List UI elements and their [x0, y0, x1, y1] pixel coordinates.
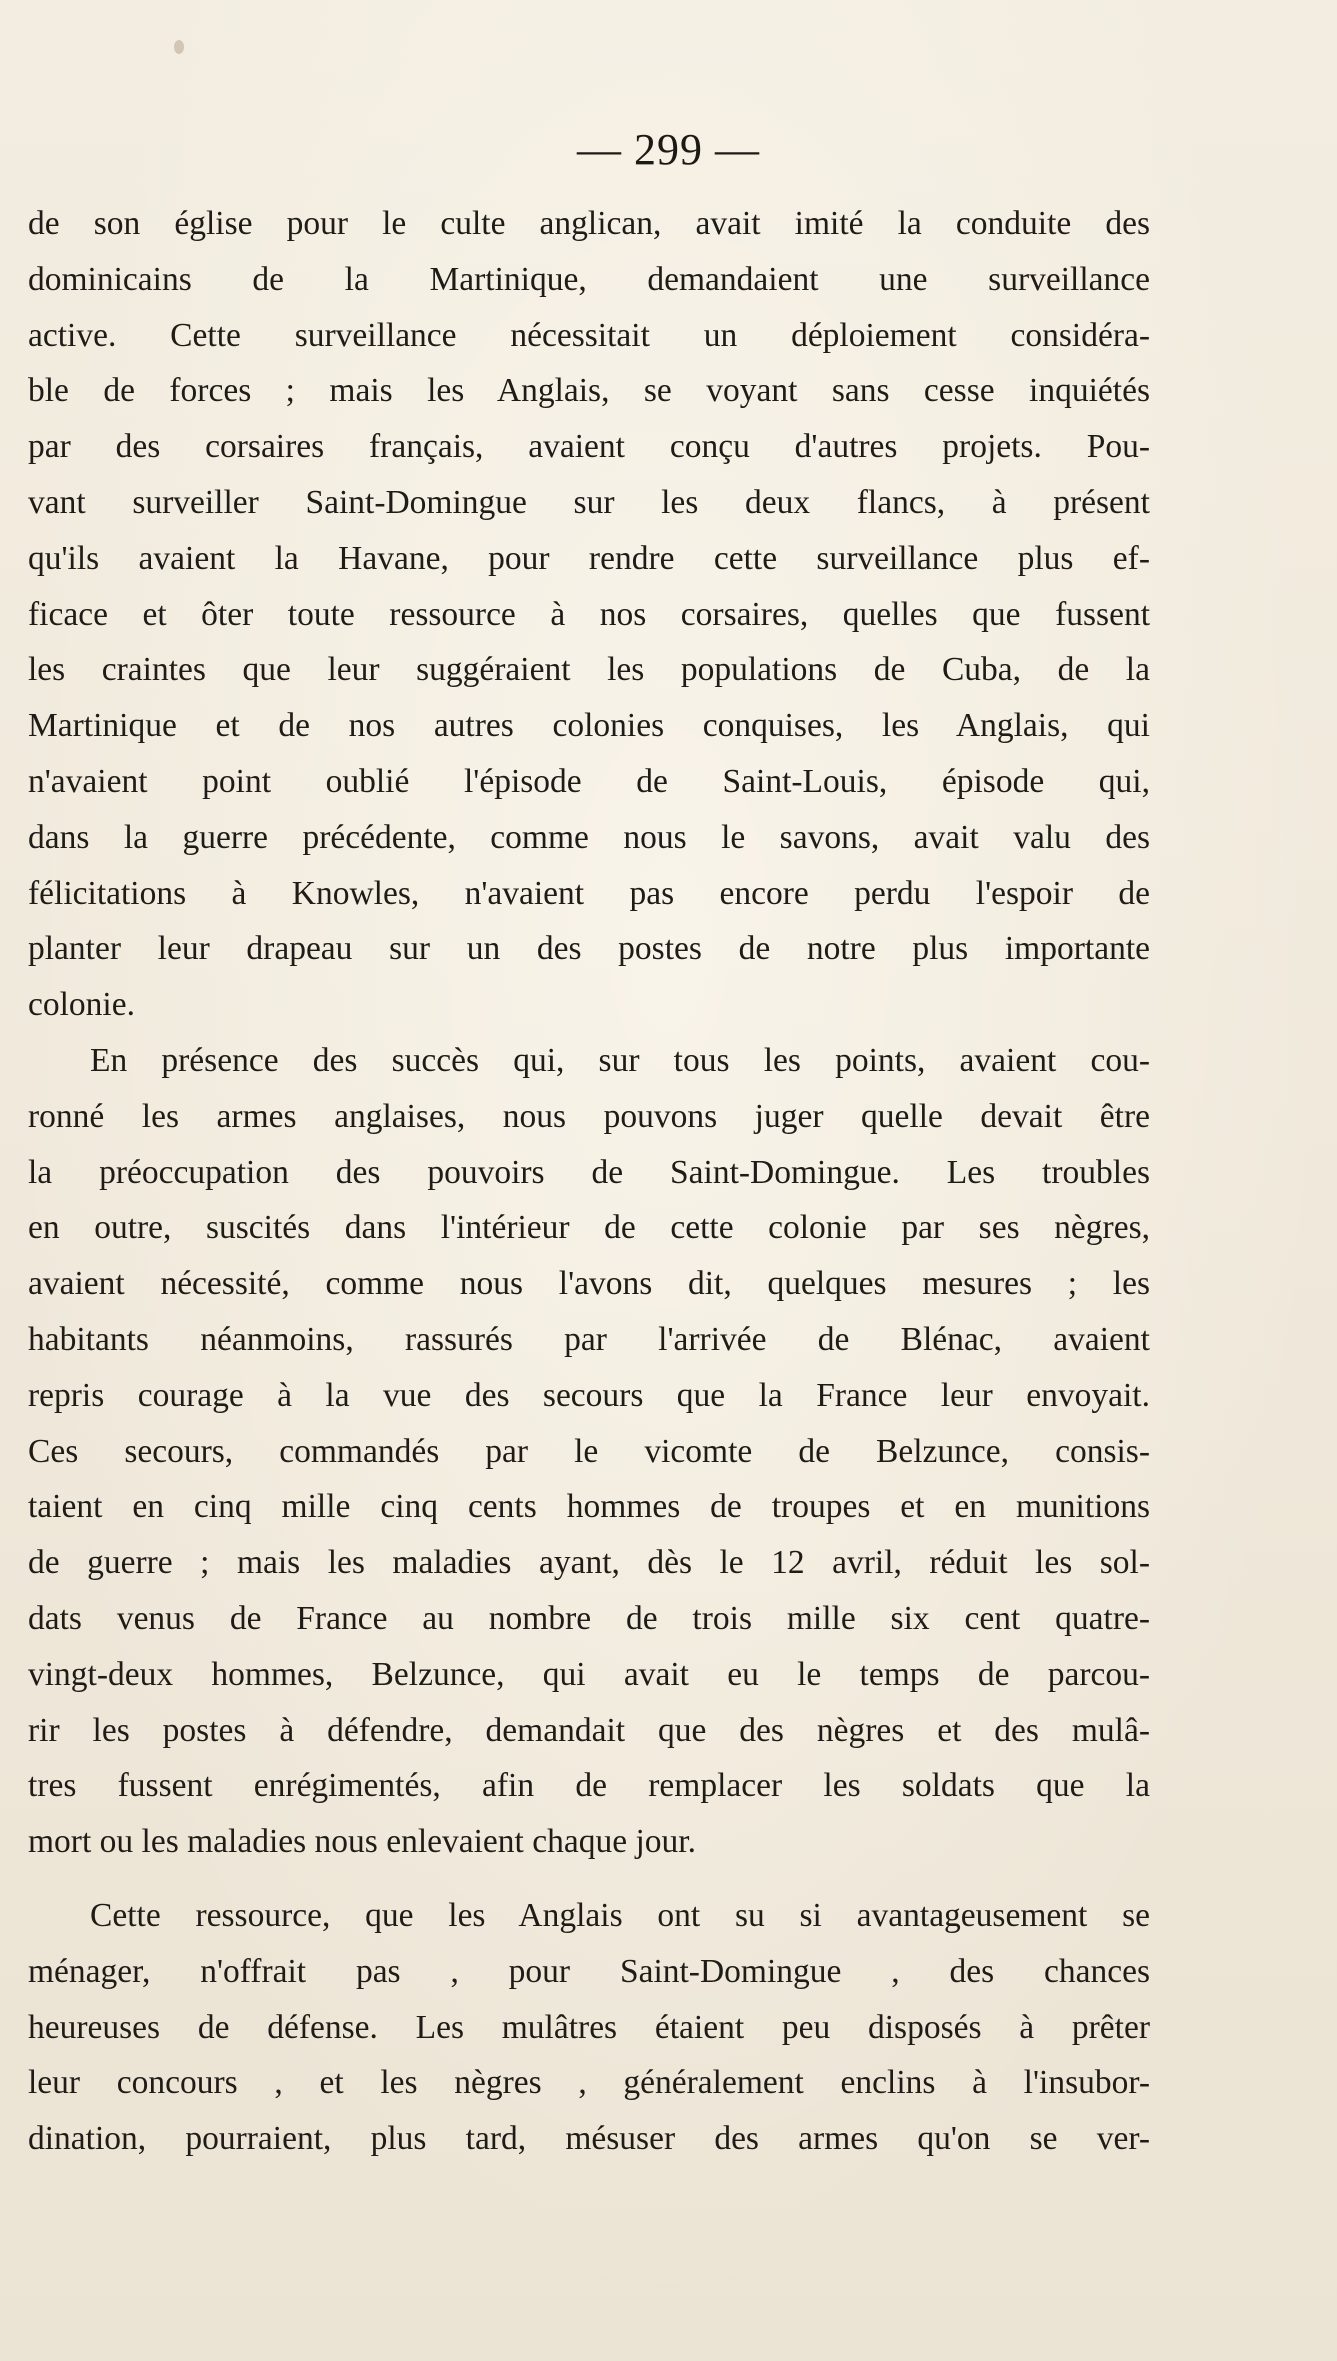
text-line: de guerre ; mais les maladies ayant, dès le 12 avril, réduit les sol- — [28, 1544, 1150, 1582]
ink-spot — [174, 40, 184, 54]
body-text — [28, 196, 1150, 2167]
text-line: tres fussent enrégimentés, afin de remplacer les soldats que la — [28, 1767, 1150, 1805]
text-line: en outre, suscités dans l'intérieur de cette colonie par ses nègres, — [28, 1209, 1150, 1247]
paragraph-2 — [28, 1033, 1150, 1870]
text-line: ménager, n'offrait pas , pour Saint-Domingue , des chances — [28, 1952, 1150, 1990]
text-line: vant surveiller Saint-Domingue sur les deux flancs, à présent — [28, 483, 1150, 521]
text-line: la préoccupation des pouvoirs de Saint-Domingue. Les troubles — [28, 1153, 1150, 1191]
text-line: qu'ils avaient la Havane, pour rendre cette surveillance plus ef- — [28, 539, 1150, 577]
text-line: dans la guerre précédente, comme nous le savons, avait valu des — [28, 818, 1150, 856]
page-number: — 299 — — [577, 125, 760, 174]
text-line: heureuses de défense. Les mulâtres étaient peu disposés à prêter — [28, 2008, 1150, 2046]
text-line: Ces secours, commandés par le vicomte de Belzunce, consis- — [28, 1432, 1150, 1470]
text-line: de son église pour le culte anglican, avait imité la conduite des — [28, 205, 1150, 242]
text-line: félicitations à Knowles, n'avaient pas encore perdu l'espoir de — [28, 874, 1150, 912]
text-line: repris courage à la vue des secours que la France leur envoyait. — [28, 1376, 1150, 1414]
text-line: n'avaient point oublié l'épisode de Saint-Louis, épisode qui, — [28, 762, 1150, 800]
text-line: ronné les armes anglaises, nous pouvons juger quelle devait être — [28, 1097, 1150, 1135]
text-line: mort ou les maladies nous enlevaient chaque jour. — [28, 1823, 696, 1861]
text-line: Martinique et de nos autres colonies conquises, les Anglais, qui — [28, 707, 1150, 745]
text-line: planter leur drapeau sur un des postes de notre plus importante — [28, 930, 1150, 968]
text-line: rir les postes à défendre, demandait que des nègres et des mulâ- — [28, 1711, 1150, 1749]
text-line: leur concours , et les nègres , généralement enclins à l'insubor- — [28, 2064, 1150, 2102]
paragraph-1 — [28, 196, 1150, 1033]
text-line: ficace et ôter toute ressource à nos corsaires, quelles que fussent — [28, 595, 1150, 633]
text-line: colonie. — [28, 986, 135, 1024]
text-line: habitants néanmoins, rassurés par l'arrivée de Blénac, avaient — [28, 1320, 1150, 1358]
text-line: active. Cette surveillance nécessitait un déploiement considéra- — [28, 316, 1150, 354]
text-line: par des corsaires français, avaient conçu d'autres projets. Pou- — [28, 428, 1150, 466]
text-line: taient en cinq mille cinq cents hommes de troupes et en munitions — [28, 1488, 1150, 1526]
paragraph-3 — [28, 1888, 1150, 2167]
text-line: En présence des succès qui, sur tous les points, avaient cou- — [90, 1041, 1150, 1079]
text-line: dination, pourraient, plus tard, mésuser des armes qu'on se ver- — [28, 2120, 1150, 2158]
text-line: vingt-deux hommes, Belzunce, qui avait eu le temps de parcou- — [28, 1655, 1150, 1693]
text-line: les craintes que leur suggéraient les populations de Cuba, de la — [28, 651, 1150, 689]
text-line: avaient nécessité, comme nous l'avons dit, quelques mesures ; les — [28, 1265, 1150, 1303]
text-line: dats venus de France au nombre de trois mille six cent quatre- — [28, 1599, 1150, 1637]
text-line: dominicains de la Martinique, demandaient une surveillance — [28, 260, 1150, 298]
paragraph-gap — [28, 1870, 1150, 1888]
text-line: ble de forces ; mais les Anglais, se voyant sans cesse inquiétés — [28, 372, 1150, 410]
text-line: Cette ressource, que les Anglais ont su si avantageusement se — [90, 1896, 1150, 1934]
